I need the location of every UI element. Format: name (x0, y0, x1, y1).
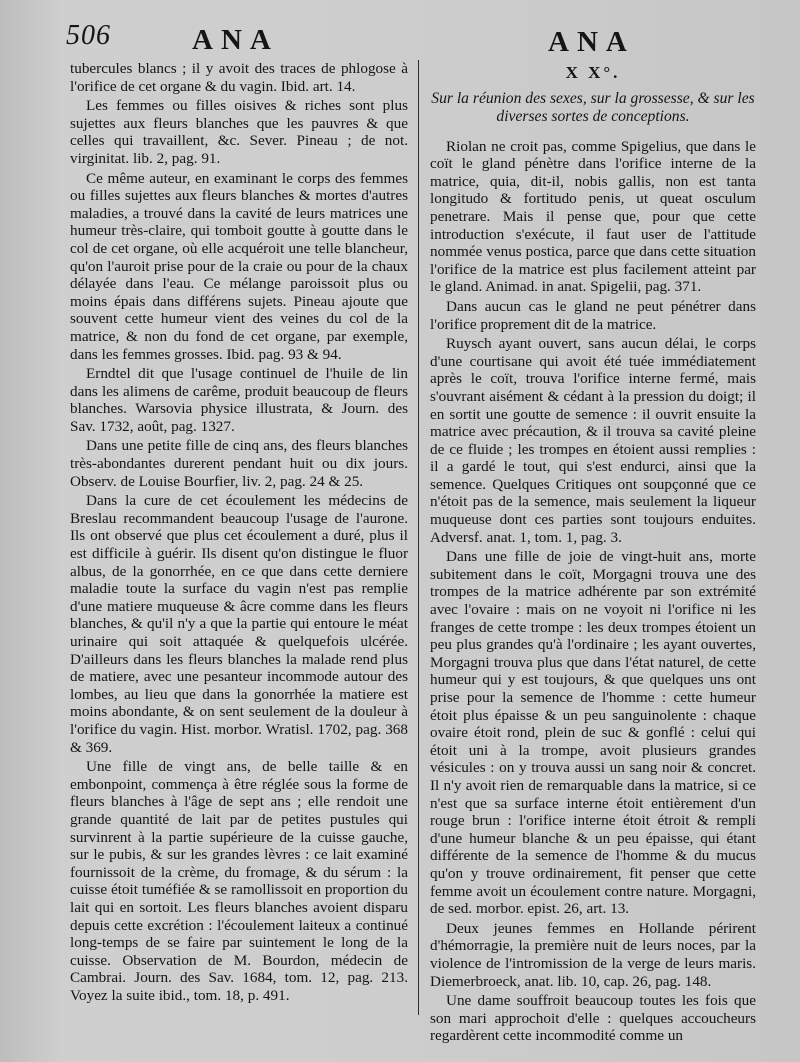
running-head-right: ANA (548, 26, 635, 58)
running-head-left: ANA (192, 24, 279, 56)
paragraph: Une dame souffroit beaucoup toutes les fois que son mari approchoit d'elle : quelques accoucheurs regardèrent cette incommodité comme un (430, 992, 756, 1045)
paragraph: Riolan ne croit pas, comme Spigelius, que dans le coït le gland pénètre dans l'orifice interne de la matrice, quia, dit-il, nobis gallis, non est tanta longitudo & fortitudo penis, ut queat osculum penetrare. Mais il pense que, pour que cette introduction s'exécute, il faut user de l'attitude nommée venus postica, parce que dans cette situation l'orifice de la matrice est plus facilement atteint par le gland. Animad. in anat. Spigelii, pag. 371. (430, 137, 756, 296)
paragraph: Dans une fille de joie de vingt-huit ans, morte subitement dans le coït, Morgagni trouva une des trompes de la matrice adhérente par son extrémité avec l'ovaire : mais on ne voyoit ni l'orifice ni les franges de cette trompe : les deux trompes étoient un peu plus grandes qu'à l'ordinaire ; les ayant ouvertes, Morgagni trouva plus que dans l'état naturel, de cette humeur qui y est toujours, & que quelques uns ont prise pour la semence de l'homme : cette humeur étoit plus épaisse & un peu sanguinolente : chaque ovaire étoit rond, plein de suc & gonflé : celui qui étoit uni à la trompe, avoit plusieurs grandes vésicules : on y trouva aussi un sang noir & concret. Il n'y avoit rien de remarquable dans la matrice, si ce n'est que sa surface interne étoit entièrement d'un rouge brun : l'orifice interne étoit étroit & rempli d'une humeur blanche & un peu épaisse, qui étant différente de la semence de l'homme & du mucus qu'on y trouve ordinairement, fit penser que cette femme avoit un écoulement contre nature. Morgagni, de sed. morbor. epist. 26, art. 13. (430, 548, 756, 918)
paragraph: Dans aucun cas le gland ne peut pénétrer dans l'orifice proprement dit de la matrice. (430, 297, 756, 333)
paragraph: Ce même auteur, en examinant le corps des femmes ou filles sujettes aux fleurs blanches & mortes d'autres maladies, a trouvé dans la cavité de leurs matrices une humeur très-claire, qui tomboit goutte à goutte dans le col de cet organe, où elle acquéroit une telle blancheur, qu'on l'auroit prise pour de la craie ou pour de la chaux délayée dans l'eau. Ce mélange paroissoit plus ou moins épais dans différens sujets. Pineau ajoute que souvent cette humeur vient des veines du col de la matrice, & non du fond de cet organe, par exemple, dans les femmes grosses. Ibid. pag. 93 & 94. (70, 169, 408, 363)
paragraph: tubercules blancs ; il y avoit des traces de phlogose à l'orifice de cet organe & du vagin. Ibid. art. 14. (70, 60, 408, 95)
section-subtitle: Sur la réunion des sexes, sur la grossesse, & sur les diverses sortes de conceptions. (431, 89, 755, 125)
page-number: 506 (66, 20, 111, 51)
paragraph: Les femmes ou filles oisives & riches sont plus sujettes aux fleurs blanches que les pauvres & que celles qui travaillent, &c. Sever. Pineau ; de not. virginitat. lib. 2, pag. 91. (70, 97, 408, 167)
paragraph: Deux jeunes femmes en Hollande périrent d'hémorragie, la première nuit de leurs noces, par la violence de l'intromission de la verge de leurs maris. Diemerbroeck, anat. lib. 10, cap. 26, pag. 148. (430, 919, 756, 990)
paragraph: Ruysch ayant ouvert, sans aucun délai, le corps d'une courtisane qui avoit été tuée immédiatement après le coït, trouva l'orifice interne fermé, mais s'ouvrant aisément & cédant à la pression du doigt; il en sortit une goutte de semence : il ouvrit ensuite la matrice avec précaution, & il trouva sa cavité pleine de ce fluide ; les trompes en étoient aussi remplies : il a gardé le tout, qui s'est endurci, ainsi que la semence. Quelques Critiques ont soupçonné que ce n'étoit pas de la semence, mais seulement la liqueur muqueuse dont ces parties sont toujours enduites. Adversf. anat. 1, tom. 1, pag. 3. (430, 335, 756, 546)
page-header (0, 14, 800, 58)
paragraph: Une fille de vingt ans, de belle taille & en embonpoint, commença à être réglée sous la forme de fleurs blanches à l'âge de sept ans ; elle rendoit une grande quantité de lait par de petites pustules qui survinrent à la partie supérieure de la cuisse gauche, sur le pubis, & sur les grandes lèvres : ce lait examiné fournissoit de la crème, du fromage, & du sérum : la cuisse étoit tuméfiée & se ramollissoit en proportion du lait qui en sortoit. Les fleurs blanches avoient disparu depuis cette excrétion : l'écoulement laiteux a continué long-temps de se faire par suintement le long de la cuisse. Observation de M. Bourdon, médecin de Cambrai. Journ. des Sav. 1684, tom. 12, pag. 213. Voyez la suite ibid., tom. 18, p. 491. (70, 758, 408, 1004)
paragraph: Erndtel dit que l'usage continuel de l'huile de lin dans les alimens de carême, produit beaucoup de fleurs blanches. Warsovia physice illustrata, & Journ. des Sav. 1732, août, pag. 1327. (70, 365, 408, 435)
right-column (430, 60, 756, 1047)
section-title: X X°. (565, 63, 621, 82)
paragraph: Dans une petite fille de cinq ans, des fleurs blanches très-abondantes durerent pendant huit ou dix jours. Observ. de Louise Bourfier, liv. 2, pag. 24 & 25. (70, 437, 408, 490)
paragraph: Dans la cure de cet écoulement les médecins de Breslau recommandent beaucoup l'usage de l'aurone. Ils ont observé que plus cet écoulement a duré, plus il est difficile à guérir. Ils disent qu'on distingue le fluor albus, de la gonorrhée, en ce que dans cette derniere maladie toute la surface du vagin n'est pas remplie d'une matiere muqueuse & âcre comme dans les fleurs blanches, & qu'il n'y a que la partie qui entoure le méat urinaire qui soit attaquée & quelquefois ulcérée. D'ailleurs dans les fleurs blanches la malade rend plus de matiere, avec une pesanteur incommode autour des lombes, au lieu que dans la gonorrhée la matiere est moins abondante, & on sent seulement de la douleur à l'orifice du vagin. Hist. morbor. Wratisl. 1702, pag. 368 & 369. (70, 492, 408, 756)
column-divider (418, 60, 419, 1015)
left-column (70, 60, 408, 1006)
